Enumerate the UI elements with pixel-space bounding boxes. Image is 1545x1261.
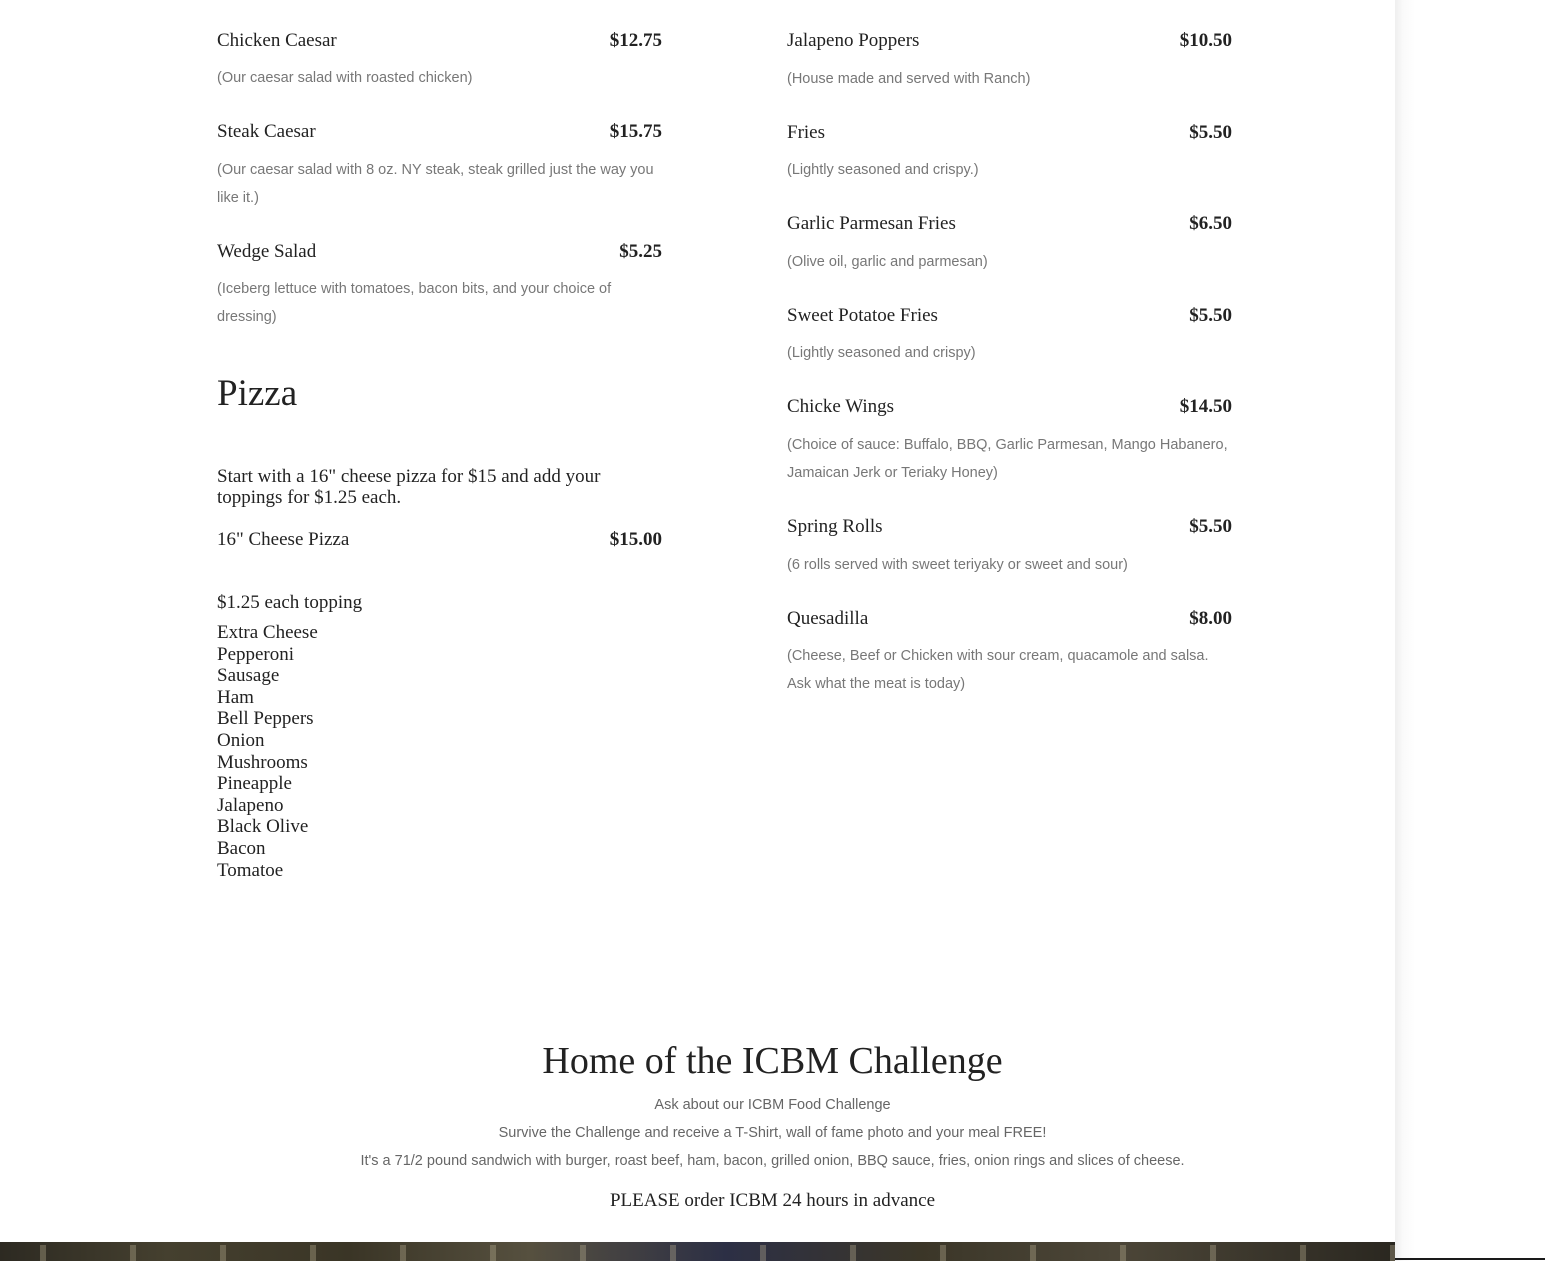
item-price: $5.50	[1189, 122, 1232, 143]
item-description: (Olive oil, garlic and parmesan)	[787, 254, 988, 270]
item-name: Spring Rolls	[787, 516, 883, 537]
item-name: Chicke Wings	[787, 396, 895, 417]
item-price: $12.75	[609, 30, 662, 51]
item-price: $14.50	[1179, 396, 1232, 417]
topping-item: Pepperoni	[217, 643, 295, 665]
item-name: Fries	[787, 122, 825, 143]
menu-item	[787, 607, 1232, 692]
item-description: (Iceberg lettuce with tomatoes, bacon bits, and your choice of dressing)	[217, 281, 612, 325]
menu-item	[787, 29, 1232, 87]
topping-item: Black Olive	[217, 816, 309, 838]
item-description: (Choice of sauce: Buffalo, BBQ, Garlic Parmesan, Mango Habanero, Jamaican Jerk or Teriaky Honey)	[787, 437, 1228, 481]
menu-item	[787, 304, 1232, 361]
gutter-divider	[1395, 1258, 1545, 1260]
topping-item: Pineapple	[217, 773, 292, 795]
item-description: (Our caesar salad with roasted chicken)	[217, 70, 473, 86]
topping-item: Jalapeno	[217, 794, 284, 816]
item-name: Jalapeno Poppers	[787, 30, 920, 51]
item-description: (Our caesar salad with 8 oz. NY steak, steak grilled just the way you like it.)	[217, 162, 654, 206]
challenge-title: Home of the ICBM Challenge	[542, 1040, 1003, 1082]
item-description: (Cheese, Beef or Chicken with sour cream, quacamole and salsa. Ask what the meat is today)	[787, 648, 1209, 692]
topping-item: Tomatoe	[217, 859, 284, 881]
menu-item	[787, 515, 1232, 573]
menu-item	[787, 395, 1232, 481]
topping-list	[217, 622, 318, 881]
item-description: (6 rolls served with sweet teriyaky or sweet and sour)	[787, 557, 1128, 573]
challenge-advance-notice: PLEASE order ICBM 24 hours in advance	[609, 1190, 936, 1211]
topping-heading: $1.25 each topping	[217, 592, 363, 613]
item-name: Chicken Caesar	[217, 30, 337, 51]
item-description: (Lightly seasoned and crispy.)	[787, 162, 979, 178]
item-name: 16" Cheese Pizza	[217, 529, 350, 550]
item-name: Wedge Salad	[217, 241, 317, 262]
menu-item	[217, 29, 662, 86]
topping-item: Bacon	[217, 837, 266, 859]
item-name: Quesadilla	[787, 608, 869, 629]
menu-item	[787, 212, 1232, 270]
menu-item-cheese-pizza	[217, 528, 662, 552]
topping-item: Mushrooms	[217, 751, 308, 773]
topping-item: Bell Peppers	[217, 708, 314, 730]
challenge-line-2: Survive the Challenge and receive a T-Shirt, wall of fame photo and your meal FREE!	[498, 1125, 1047, 1141]
menu-item	[217, 120, 662, 206]
item-description: (Lightly seasoned and crispy)	[787, 345, 976, 361]
section-title-pizza: Pizza	[217, 373, 298, 414]
topping-item: Ham	[217, 686, 254, 708]
item-name: Garlic Parmesan Fries	[787, 213, 956, 234]
topping-item: Onion	[217, 729, 265, 751]
item-price: $5.50	[1189, 305, 1232, 326]
topping-item: Sausage	[217, 665, 280, 687]
challenge-line-3: It's a 71/2 pound sandwich with burger, roast beef, ham, bacon, grilled onion, BBQ sauce, fries, onion rings and slices of cheese.	[360, 1153, 1185, 1169]
topping-item: Extra Cheese	[217, 622, 318, 643]
item-name: Steak Caesar	[217, 121, 316, 142]
item-price: $5.25	[619, 241, 662, 262]
item-description: (House made and served with Ranch)	[787, 71, 1031, 87]
item-price: $8.00	[1189, 608, 1232, 629]
page-right-gutter	[1395, 0, 1545, 1261]
item-name: Sweet Potatoe Fries	[787, 305, 938, 326]
item-price: $15.75	[609, 121, 662, 142]
item-price: $15.00	[609, 529, 662, 550]
pizza-intro: Start with a 16" cheese pizza for $15 and add your toppings for $1.25 each.	[217, 466, 601, 508]
menu-item	[787, 121, 1232, 178]
item-price: $10.50	[1179, 30, 1232, 51]
restaurant-photo-strip	[0, 1242, 1395, 1261]
challenge-line-1: Ask about our ICBM Food Challenge	[654, 1097, 891, 1113]
menu-item	[217, 240, 662, 325]
item-price: $6.50	[1189, 213, 1232, 234]
item-price: $5.50	[1189, 516, 1232, 537]
photo-wall-frames	[0, 1245, 1395, 1261]
